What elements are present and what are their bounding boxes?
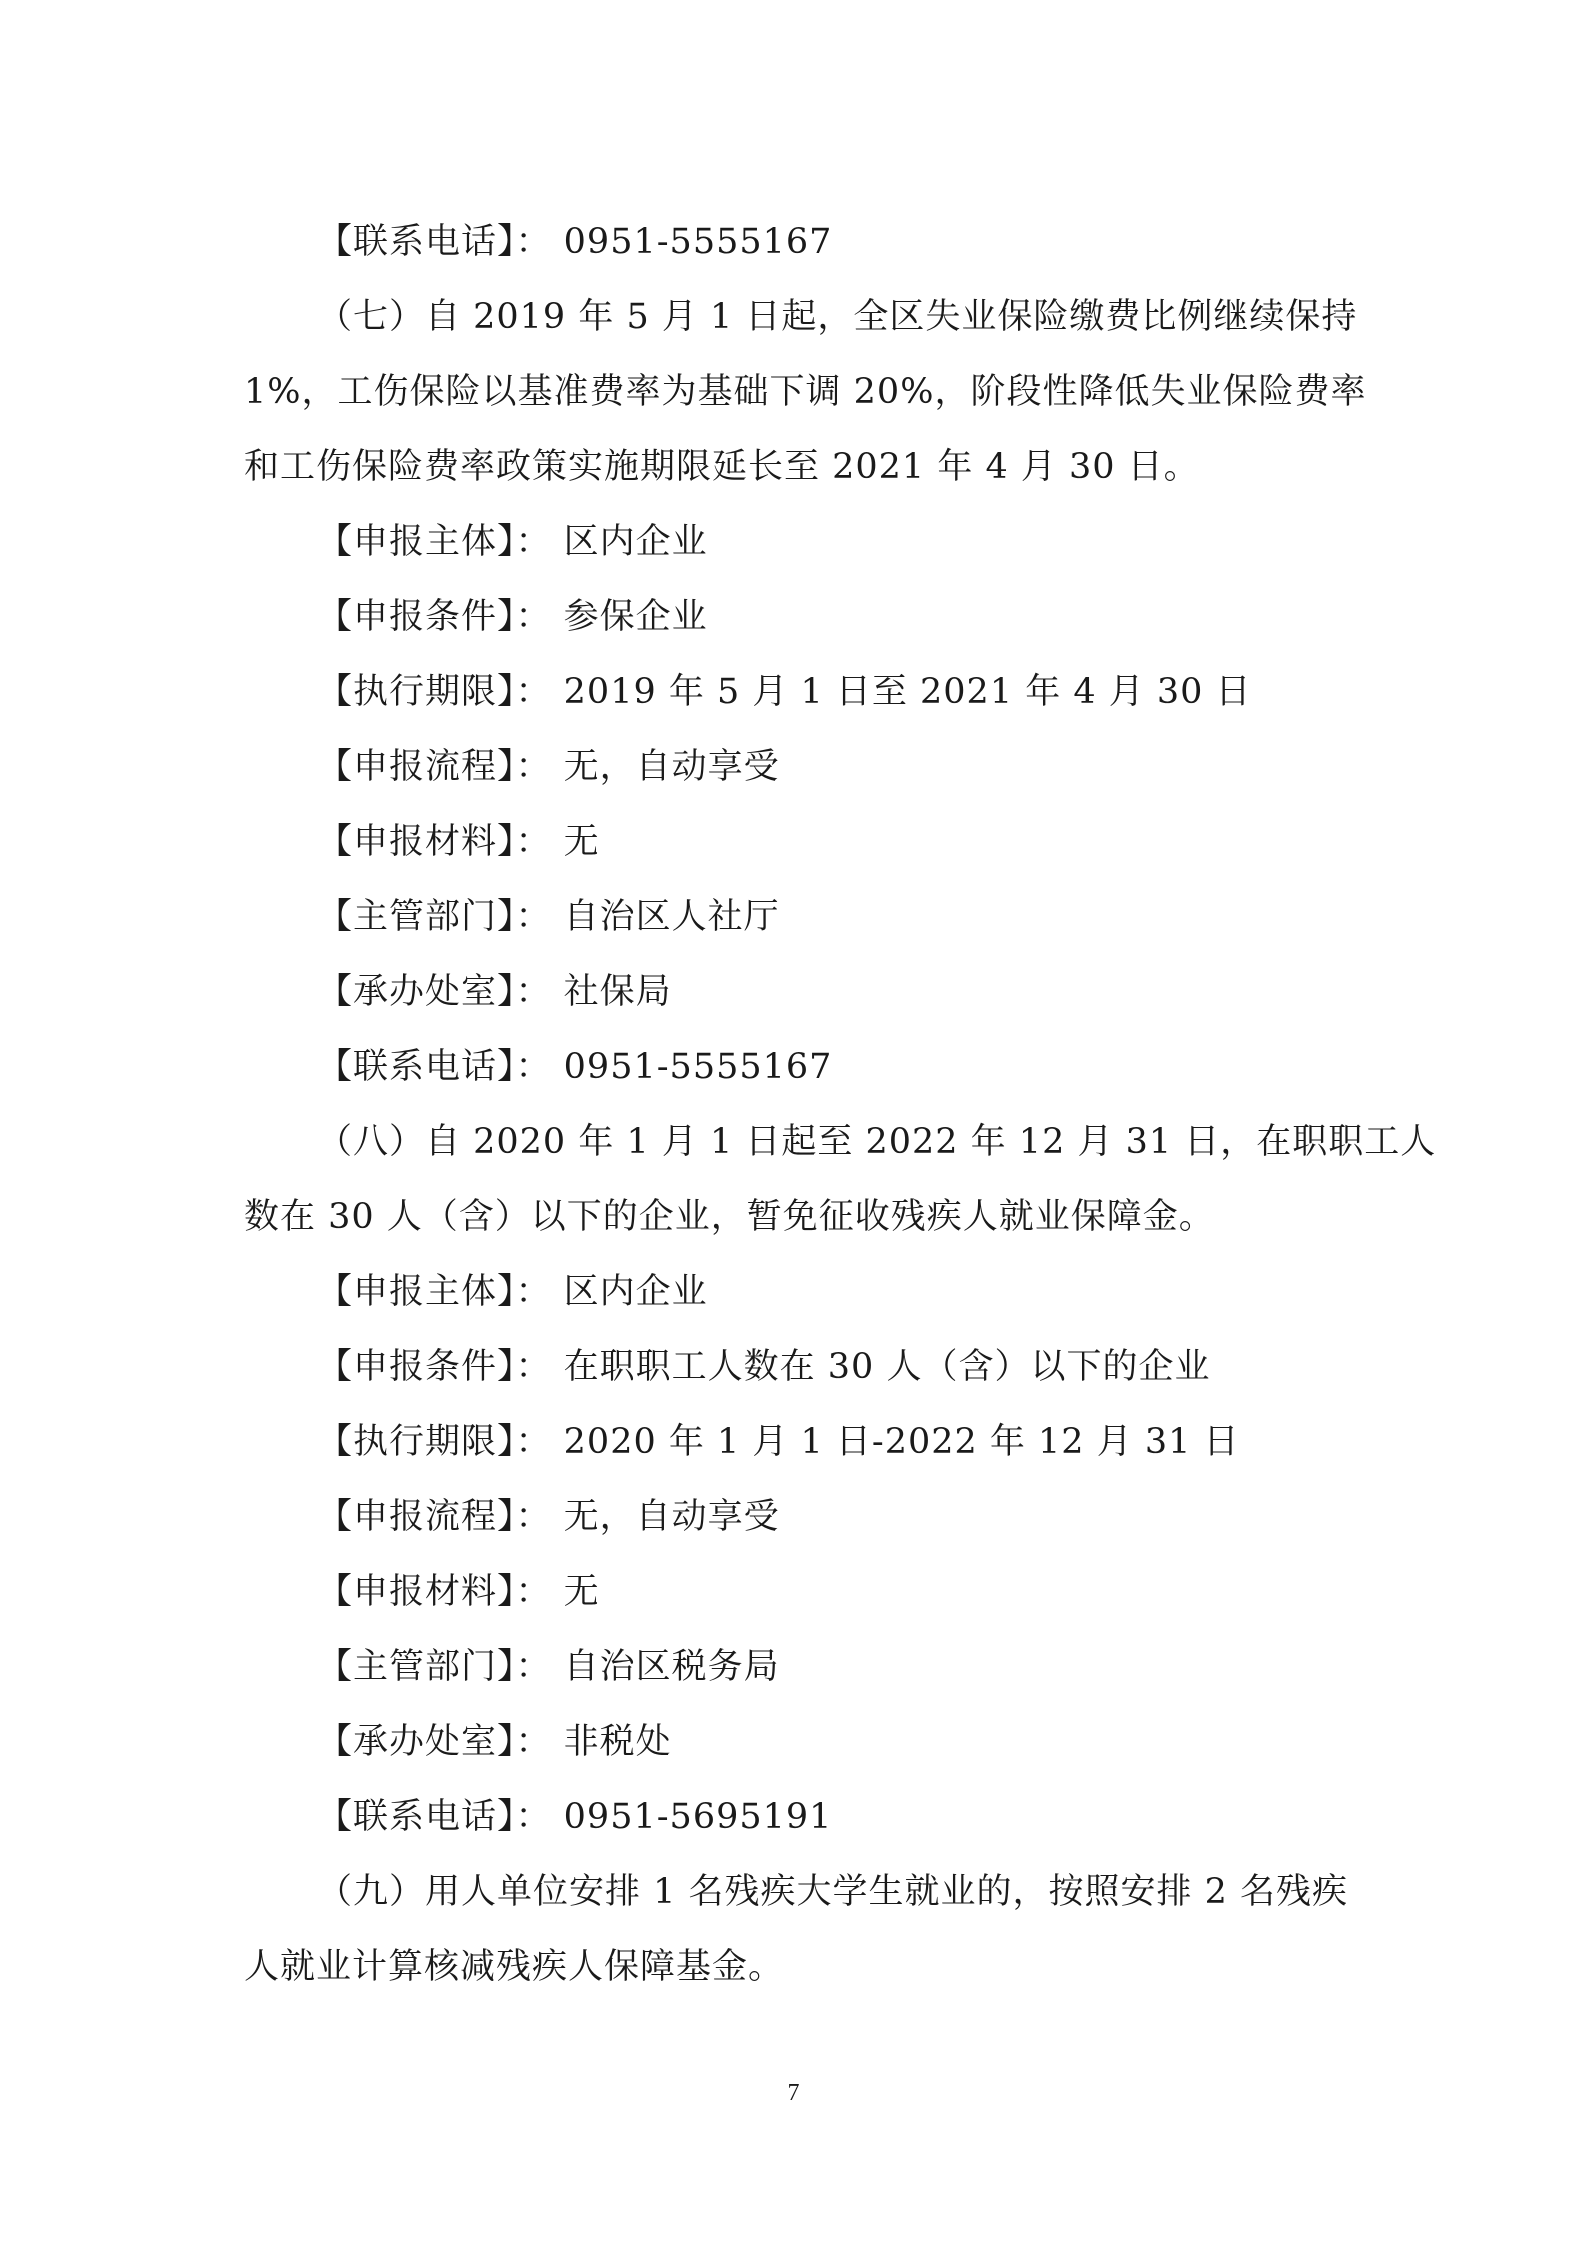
field-separator: ：	[515, 897, 564, 937]
field-separator: ：	[515, 1647, 564, 1687]
field-separator: ：	[515, 1422, 564, 1462]
field-line	[317, 1722, 672, 1762]
field-value: 无，自动享受	[563, 1497, 780, 1537]
field-line	[317, 1572, 600, 1612]
field-separator: ：	[515, 1722, 564, 1762]
field-separator: ：	[515, 522, 564, 562]
field-label: 【联系电话】	[317, 222, 516, 262]
field-value: 2019 年 5 月 1 日至 2021 年 4 月 30 日	[563, 672, 1252, 712]
field-line	[317, 1272, 708, 1312]
field-label: 【申报流程】	[317, 747, 516, 787]
field-value: 0951-5695191	[563, 1797, 833, 1837]
field-line	[317, 1422, 1240, 1462]
field-label: 【申报材料】	[317, 1572, 516, 1612]
field-label: 【申报流程】	[317, 1497, 516, 1537]
field-separator: ：	[515, 222, 564, 262]
field-value: 2020 年 1 月 1 日-2022 年 12 月 31 日	[563, 1422, 1240, 1462]
field-value: 无，自动享受	[563, 747, 780, 787]
field-line	[317, 972, 672, 1012]
field-label: 【申报条件】	[317, 1347, 516, 1387]
paragraph-line: （八）自 2020 年 1 月 1 日起至 2022 年 12 月 31 日，在职职工人	[317, 1122, 1437, 1162]
field-separator: ：	[515, 1047, 564, 1087]
field-value: 在职职工人数在 30 人（含）以下的企业	[563, 1347, 1211, 1387]
field-label: 【申报材料】	[317, 822, 516, 862]
field-label: 【申报主体】	[317, 1272, 516, 1312]
field-separator: ：	[515, 1272, 564, 1312]
paragraph-line: 人就业计算核减残疾人保障基金。	[244, 1947, 785, 1987]
field-separator: ：	[515, 822, 564, 862]
field-label: 【主管部门】	[317, 897, 516, 937]
field-separator: ：	[515, 1572, 564, 1612]
field-separator: ：	[515, 747, 564, 787]
field-line	[317, 822, 600, 862]
field-separator: ：	[515, 972, 564, 1012]
field-label: 【联系电话】	[317, 1047, 516, 1087]
field-line	[317, 747, 780, 787]
field-line	[317, 672, 1252, 712]
field-separator: ：	[515, 597, 564, 637]
field-label: 【主管部门】	[317, 1647, 516, 1687]
field-value: 参保企业	[563, 597, 708, 637]
field-line	[317, 1347, 1210, 1387]
field-label: 【执行期限】	[317, 672, 516, 712]
field-line	[317, 1647, 780, 1687]
field-separator: ：	[515, 1497, 564, 1537]
paragraph-line: 数在 30 人（含）以下的企业，暂免征收残疾人就业保障金。	[244, 1197, 1215, 1237]
field-value: 无	[563, 822, 600, 862]
field-line	[317, 897, 780, 937]
field-label: 【承办处室】	[317, 972, 516, 1012]
field-line	[317, 1047, 832, 1087]
field-value: 非税处	[563, 1722, 672, 1762]
field-value: 0951-5555167	[563, 222, 833, 262]
field-value: 区内企业	[563, 522, 708, 562]
field-label: 【申报主体】	[317, 522, 516, 562]
field-separator: ：	[515, 1347, 564, 1387]
paragraph-line: （七）自 2019 年 5 月 1 日起，全区失业保险缴费比例继续保持	[317, 297, 1358, 337]
field-label: 【申报条件】	[317, 597, 516, 637]
field-label: 【执行期限】	[317, 1422, 516, 1462]
paragraph-line: 和工伤保险费率政策实施期限延长至 2021 年 4 月 30 日。	[244, 447, 1200, 487]
field-line	[317, 597, 708, 637]
field-value: 无	[563, 1572, 600, 1612]
field-value: 自治区人社厅	[563, 897, 780, 937]
field-label: 【联系电话】	[317, 1797, 516, 1837]
field-line	[317, 522, 708, 562]
field-value: 社保局	[563, 972, 672, 1012]
field-line	[317, 222, 832, 262]
field-label: 【承办处室】	[317, 1722, 516, 1762]
field-separator: ：	[515, 672, 564, 712]
field-line	[317, 1497, 780, 1537]
field-value: 0951-5555167	[563, 1047, 833, 1087]
field-separator: ：	[515, 1797, 564, 1837]
paragraph-line: 1%，工伤保险以基准费率为基础下调 20%，阶段性降低失业保险费率	[244, 372, 1367, 412]
page-number: 7	[787, 2080, 800, 2106]
field-line	[317, 1797, 832, 1837]
field-value: 自治区税务局	[563, 1647, 780, 1687]
field-value: 区内企业	[563, 1272, 708, 1312]
paragraph-line: （九）用人单位安排 1 名残疾大学生就业的，按照安排 2 名残疾	[317, 1872, 1349, 1912]
